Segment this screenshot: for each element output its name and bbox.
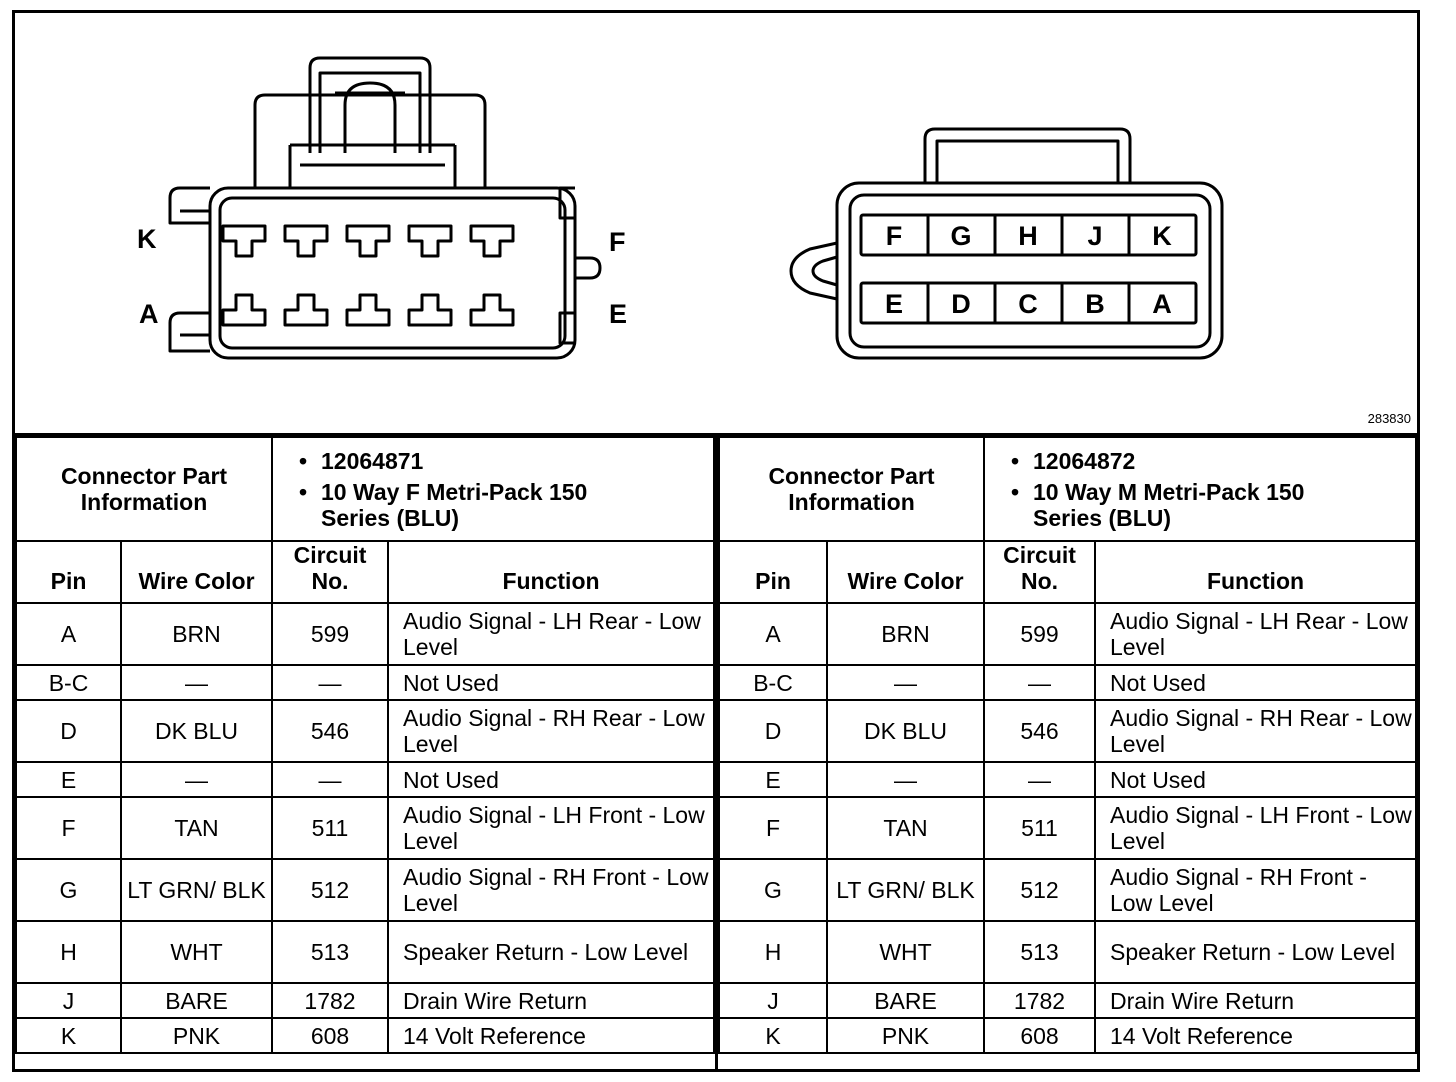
table-row: J BARE 1782 Drain Wire Return — [719, 983, 1416, 1018]
part-info — [984, 437, 1416, 541]
table-row: E — — Not Used — [719, 762, 1416, 797]
info-title: Connector Part Information — [16, 437, 272, 541]
connector-diagram — [15, 13, 1417, 431]
male-cavity-label: G — [950, 221, 972, 251]
part-description: • 10 Way F Metri-Pack 150 Series (BLU) — [299, 479, 713, 531]
info-title: Connector Part Information — [719, 437, 984, 541]
part-info — [272, 437, 714, 541]
table-row: K PNK 608 14 Volt Reference — [16, 1018, 714, 1053]
male-cavity-label: C — [1018, 289, 1038, 319]
male-cavity-label: B — [1085, 289, 1105, 319]
table-row: D DK BLU 546 Audio Signal - RH Rear - Low Level — [719, 700, 1416, 762]
table-row: D DK BLU 546 Audio Signal - RH Rear - Low Level — [16, 700, 714, 762]
female-label-bottom-left: A — [139, 299, 159, 329]
table-row: F TAN 511 Audio Signal - LH Front - Low Level — [16, 797, 714, 859]
female-connector-drawing — [170, 58, 600, 358]
figure-id: 283830 — [1367, 411, 1411, 426]
male-cavity-label: A — [1152, 289, 1172, 319]
header-pin: Pin — [16, 541, 121, 603]
table-row: K PNK 608 14 Volt Reference — [719, 1018, 1416, 1053]
table-row: A BRN 599 Audio Signal - LH Rear - Low Level — [719, 603, 1416, 665]
male-connector-table — [718, 436, 1417, 1072]
table-row: A BRN 599 Audio Signal - LH Rear - Low Level — [16, 603, 714, 665]
table-row: G LT GRN/ BLK 512 Audio Signal - RH Front - Low Level — [16, 859, 714, 921]
female-connector-table — [15, 436, 718, 1072]
table-row: J BARE 1782 Drain Wire Return — [16, 983, 714, 1018]
male-cavity-label: E — [884, 289, 904, 319]
header-wire-color: Wire Color — [827, 541, 984, 603]
male-cavity-label: F — [885, 221, 903, 251]
male-cavity-label: H — [1018, 221, 1038, 251]
table-row: E — — Not Used — [16, 762, 714, 797]
male-cavity-label: K — [1152, 221, 1172, 251]
header-wire-color: Wire Color — [121, 541, 272, 603]
female-label-top-left: K — [137, 224, 157, 254]
female-label-bottom-right: E — [609, 299, 628, 329]
part-number: • 12064871 — [299, 448, 713, 474]
connector-illustration — [15, 13, 1417, 431]
diagram-frame — [12, 10, 1420, 1072]
header-circuit: Circuit No. — [272, 541, 388, 603]
table-row: H WHT 513 Speaker Return - Low Level — [719, 921, 1416, 983]
male-cavity-label: D — [951, 289, 971, 319]
header-circuit: Circuit No. — [984, 541, 1095, 603]
header-function: Function — [1095, 541, 1416, 603]
connector-tables — [15, 433, 1417, 1072]
male-cavity-label: J — [1087, 221, 1103, 251]
table-row: B-C — — Not Used — [719, 665, 1416, 700]
table-row: H WHT 513 Speaker Return - Low Level — [16, 921, 714, 983]
header-function: Function — [388, 541, 714, 603]
header-row — [16, 541, 714, 603]
part-description: • 10 Way M Metri-Pack 150 Series (BLU) — [1011, 479, 1415, 531]
table-row: F TAN 511 Audio Signal - LH Front - Low Level — [719, 797, 1416, 859]
header-row — [719, 541, 1416, 603]
header-pin: Pin — [719, 541, 827, 603]
table-row: B-C — — Not Used — [16, 665, 714, 700]
female-label-top-right: F — [609, 227, 626, 257]
part-number: • 12064872 — [1011, 448, 1415, 474]
table-row: G LT GRN/ BLK 512 Audio Signal - RH Front - Low Level — [719, 859, 1416, 921]
